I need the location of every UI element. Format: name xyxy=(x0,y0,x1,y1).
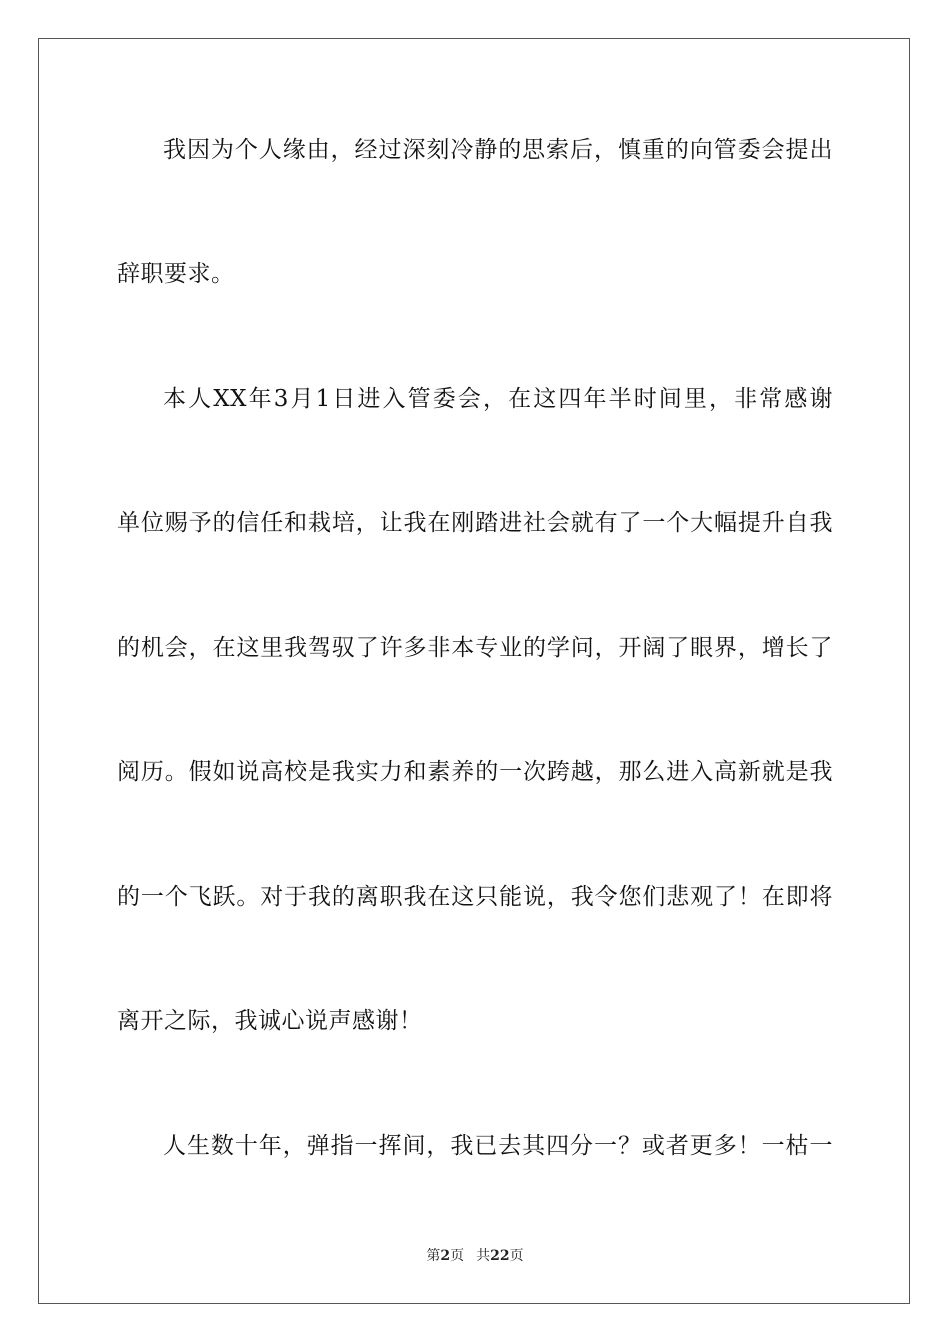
text-line-5: 的机会，在这里我驾驭了许多非本专业的学问，开阔了眼界，增长了 xyxy=(117,635,833,661)
footer-total-prefix: 共 xyxy=(476,1248,491,1264)
text-line-1: 我因为个人缘由，经过深刻冷静的思索后，慎重的向管委会提出 xyxy=(163,137,833,163)
text-line-6: 阅历。假如说高校是我实力和素养的一次跨越，那么进入高新就是我 xyxy=(117,759,833,785)
text-line-7: 的一个飞跃。对于我的离职我在这只能说，我令您们悲观了！在即将 xyxy=(117,884,833,910)
page-footer xyxy=(0,1247,950,1265)
text-line-3: 本人XX年3月1日进入管委会，在这四年半时间里，非常感谢 xyxy=(163,386,833,412)
footer-page-prefix: 第 xyxy=(426,1248,441,1264)
text-line-8: 离开之际，我诚心说声感谢！ xyxy=(117,1008,423,1034)
text-line-9: 人生数十年，弹指一挥间，我已去其四分一？或者更多！一枯一 xyxy=(163,1133,833,1159)
text-line-4: 单位赐予的信任和栽培，让我在刚踏进社会就有了一个大幅提升自我 xyxy=(117,510,833,536)
page-frame xyxy=(38,38,910,1304)
footer-total-suffix: 页 xyxy=(509,1248,524,1264)
text-line-2: 辞职要求。 xyxy=(117,261,235,287)
footer-total-pages: 22 xyxy=(490,1248,510,1264)
footer-page-suffix: 页 xyxy=(450,1248,465,1264)
footer-page-number: 2 xyxy=(440,1248,451,1264)
